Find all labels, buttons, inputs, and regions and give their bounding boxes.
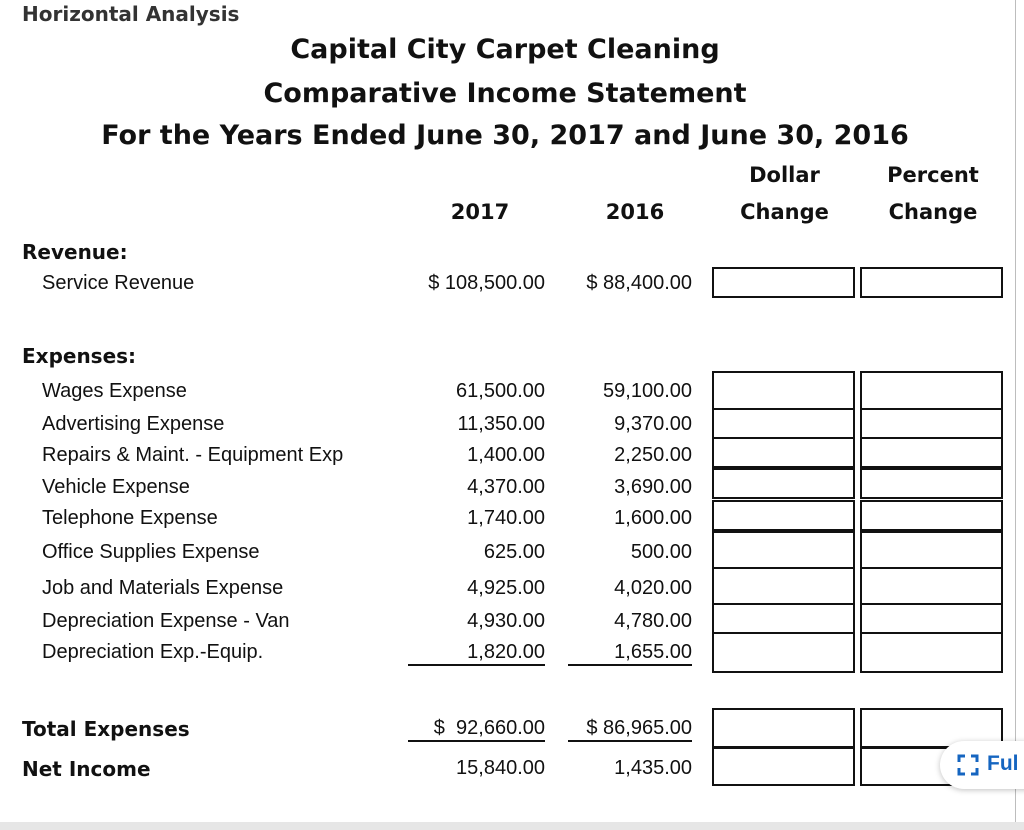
telephone-percent-change-input[interactable]	[860, 500, 1003, 531]
total-expenses-2017: $ 92,660.00	[408, 717, 545, 742]
service-revenue-dollar-change-input[interactable]	[712, 267, 855, 298]
column-header-dollar-change: Change	[740, 200, 829, 224]
expense-2017-wages: 61,500.00	[456, 380, 545, 402]
vehicle-percent-change-input[interactable]	[860, 468, 1003, 499]
bottom-scroll-edge	[0, 822, 1024, 830]
service-revenue-2017: $ 108,500.00	[428, 272, 545, 294]
office-supplies-dollar-change-input[interactable]	[712, 531, 855, 569]
expense-label-depreciation-equip: Depreciation Exp.-Equip.	[42, 641, 264, 663]
column-header-percent: Percent	[887, 163, 979, 187]
expense-2017-job-materials: 4,925.00	[467, 577, 545, 599]
expense-2016-wages: 59,100.00	[603, 380, 692, 402]
expenses-heading: Expenses:	[22, 344, 137, 368]
total-expenses-label: Total Expenses	[22, 717, 190, 741]
expense-2017-telephone: 1,740.00	[467, 507, 545, 529]
column-header-dollar: Dollar	[749, 163, 820, 187]
fullscreen-icon	[957, 754, 979, 776]
expense-2017-advertising: 11,350.00	[457, 413, 545, 435]
expense-2016-office-supplies: 500.00	[630, 541, 692, 563]
company-name: Capital City Carpet Cleaning	[290, 34, 720, 65]
net-income-dollar-change-input[interactable]	[712, 747, 855, 786]
job-materials-dollar-change-input[interactable]	[712, 567, 855, 605]
job-materials-percent-change-input[interactable]	[860, 567, 1003, 605]
column-header-2017: 2017	[450, 200, 510, 224]
revenue-heading: Revenue:	[22, 240, 128, 264]
expense-label-advertising: Advertising Expense	[42, 413, 225, 435]
telephone-dollar-change-input[interactable]	[712, 500, 855, 531]
office-supplies-percent-change-input[interactable]	[860, 531, 1003, 569]
expense-2016-job-materials: 4,020.00	[614, 577, 692, 599]
expense-label-wages: Wages Expense	[42, 380, 187, 402]
expense-label-job-materials: Job and Materials Expense	[42, 577, 284, 599]
column-header-percent-change: Change	[888, 200, 978, 224]
expense-2016-telephone: 1,600.00	[614, 507, 692, 529]
expense-label-vehicle: Vehicle Expense	[42, 476, 190, 498]
net-income-2016: 1,435.00	[614, 757, 692, 779]
column-header-2016: 2016	[605, 200, 665, 224]
expense-2016-depreciation-equip: 1,655.00	[568, 641, 692, 666]
total-expenses-2016: $ 86,965.00	[568, 717, 692, 742]
expense-2016-advertising: 9,370.00	[614, 413, 692, 435]
depreciation-equip-dollar-change-input[interactable]	[712, 632, 855, 673]
service-revenue-2016: $ 88,400.00	[586, 272, 692, 294]
expense-2017-vehicle: 4,370.00	[467, 476, 545, 498]
service-revenue-percent-change-input[interactable]	[860, 267, 1003, 298]
depreciation-van-dollar-change-input[interactable]	[712, 603, 855, 634]
expense-label-office-supplies: Office Supplies Expense	[42, 541, 260, 563]
expense-2017-office-supplies: 625.00	[483, 541, 545, 563]
fullscreen-button[interactable]	[940, 741, 1024, 789]
total-expenses-dollar-change-input[interactable]	[712, 708, 855, 748]
expense-2016-depreciation-van: 4,780.00	[614, 610, 692, 632]
statement-period: For the Years Ended June 30, 2017 and June 30, 2016	[101, 120, 909, 151]
advertising-percent-change-input[interactable]	[860, 408, 1003, 439]
advertising-dollar-change-input[interactable]	[712, 408, 855, 439]
expense-2016-repairs: 2,250.00	[614, 444, 692, 466]
wages-dollar-change-input[interactable]	[712, 371, 855, 410]
depreciation-equip-percent-change-input[interactable]	[860, 632, 1003, 673]
repairs-percent-change-input[interactable]	[860, 437, 1003, 468]
repairs-dollar-change-input[interactable]	[712, 437, 855, 468]
expense-2017-repairs: 1,400.00	[467, 444, 545, 466]
expense-2016-vehicle: 3,690.00	[614, 476, 692, 498]
net-income-label: Net Income	[22, 757, 151, 781]
fullscreen-button-label: Ful	[987, 752, 1019, 775]
expense-label-depreciation-van: Depreciation Expense - Van	[42, 610, 290, 632]
service-revenue-label: Service Revenue	[42, 272, 195, 294]
section-title: Horizontal Analysis	[22, 2, 240, 26]
wages-percent-change-input[interactable]	[860, 371, 1003, 410]
expense-label-repairs: Repairs & Maint. - Equipment Exp	[42, 444, 344, 466]
vehicle-dollar-change-input[interactable]	[712, 468, 855, 499]
expense-2017-depreciation-equip: 1,820.00	[408, 641, 545, 666]
net-income-2017: 15,840.00	[456, 757, 545, 779]
statement-title: Comparative Income Statement	[263, 78, 747, 109]
expense-2017-depreciation-van: 4,930.00	[467, 610, 545, 632]
depreciation-van-percent-change-input[interactable]	[860, 603, 1003, 634]
expense-label-telephone: Telephone Expense	[42, 507, 218, 529]
